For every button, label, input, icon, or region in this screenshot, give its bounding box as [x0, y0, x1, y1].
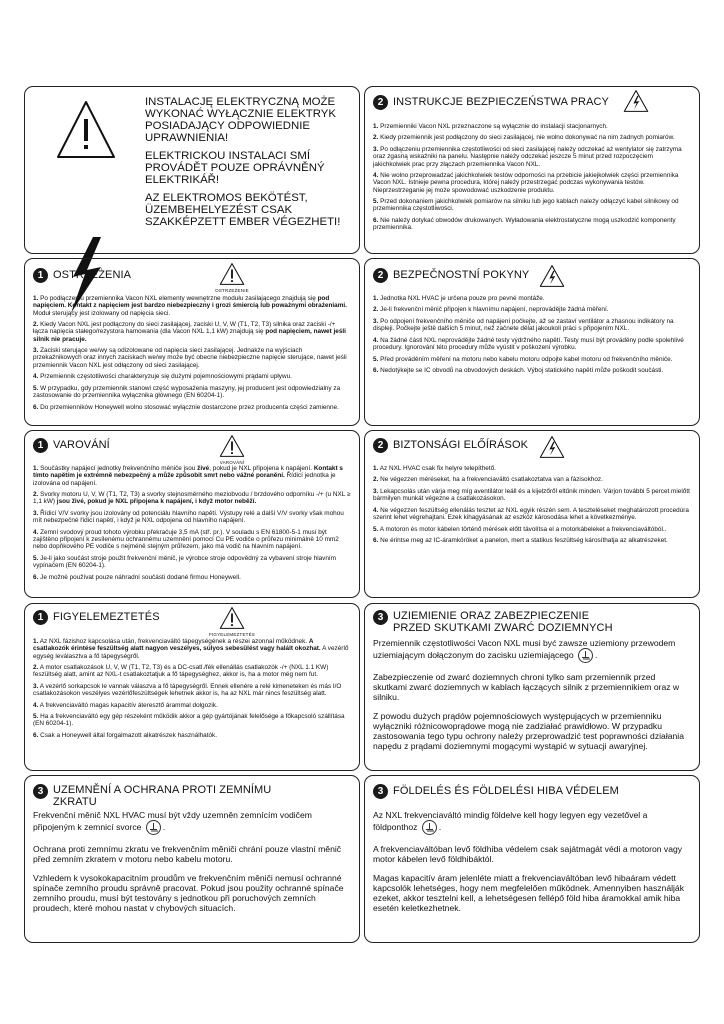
list-item: 4. Przemiennik częstotliwości charakteryzuje się dużymi pojemnościowymi prądami upływu.: [33, 373, 292, 381]
section-number: 2: [373, 438, 388, 453]
list-item: 6. Csak a Honeywell által forgalmazott alkatrészek használhatók.: [33, 731, 218, 739]
list-item: 5. Před prováděním měření na motoru nebo kabelu motoru odpojte kabel motoru od frekvenčního měniče.: [373, 355, 673, 363]
list-item: 2. Je-li frekvenční měnič připojen k hlavnímu napájení, neprovádějte žádná měření.: [373, 306, 609, 314]
section-title: VAROVÁNÍ: [53, 439, 110, 451]
exclamation-warning-icon: [219, 434, 245, 458]
list-item: 5. A motoron és motor kábelen történő mérések előtt távolítsa el a motorkábeleket a frekvenciaváltóból..: [373, 525, 667, 533]
paragraph: Przemiennik częstotliwości Vacon NXL musi być zawsze uziemiony przewodem uziemiającym dołączonym do zacisku uziemiającego .: [373, 638, 691, 663]
uzemneni-panel: [24, 775, 360, 943]
list-item: 1. Po podłączeniu przemiennika Vacon NXL elementy wewnętrzne modułu zasilającego znajdują się pod napięciem. Kontakt z napięciem jest bardzo niebezpieczny i grozi śmiercią lub poważnymi obrażeniami. Moduł sterujący jest izolowany od napięcia sieci.: [33, 295, 347, 317]
exclamation-warning-icon: [55, 99, 117, 161]
icon-caption: OSTRZEŻENIE: [215, 288, 249, 293]
icon-caption: VAROVÁNÍ: [219, 460, 245, 465]
list-item: 4. Ne végezzen feszültség ellenálás tesztet az NXL egyik részén sem. A teszteléseket meghatározott procedúra szerint lehet végrehajtani. Ezek kihagyásának az eszköz károsodása lehet a következménye.: [373, 506, 689, 522]
foldeles-panel: [364, 775, 700, 943]
paragraph: Z powodu dużych prądów pojemnościowych występujących w przemienniku wyłączniki różnicowoprądowe mogą nie zadziałać prawidłowo. W przypadku zastosowania tego typu ochrony należy przeprowadzić test poprawności działania napędu z prądami doziemnymi mogącymi wystąpić w sytuacji awaryjnej.: [373, 711, 684, 751]
section-body: [33, 810, 351, 913]
warning-list: [33, 638, 351, 739]
section-title: BEZPEČNOSTNÍ POKYNY: [393, 269, 530, 281]
section-number: 2: [373, 95, 388, 110]
section-number: 3: [373, 610, 388, 625]
exclamation-warning-icon: [219, 262, 245, 286]
section-title: INSTRUKCJE BEZPIECZEŃSTWA PRACY: [393, 96, 609, 108]
icon-caption: FIGYELEMEZTETÉS: [209, 632, 256, 637]
list-item: 1. Az NXL HVAC csak fix helyre telepíthető.: [373, 465, 496, 472]
warning-list: [33, 465, 351, 581]
list-item: 4. Nie wolno przeprowadzać jakichkolwiek testów odporności na przebicie jakiejkolwiek części przemiennika Vacon NXL. Istnieje pewna procedura, której należy przestrzegać podczas wykonywania testów. Nieprzestrzeganie jej może spowodować uszkodzenie produktu.: [373, 172, 679, 194]
list-item: 5. Ha a frekvenciaváltó egy gép részeként működik akkor a gép gyártójának felelősége a főkapcsoló szállítása (EN 60204-1).: [33, 713, 345, 728]
paragraph: Magas kapacitív áram jelenléte miatt a frekvenciaváltóban levő hibaáram védett kapcsolók lehetséges, hogy nem megfelelően működnek. Amennyiben használják ezeket, akkor tesztelni kell, a lehetségesen fellépő föld hiba áramokkal amik hiba esetén keletkezhetnek.: [373, 873, 684, 913]
warning-line-pl: INSTALACJĘ ELEKTRYCZNĄ MOŻE WYKONAĆ WYŁĄCZNIE ELEKTRYK POSIADAJĄCY ODPOWIEDNIE UPRAWNIENIA!: [145, 96, 336, 144]
list-item: 6. Do przemienników Honeywell wolno stosować wyłącznie dostarczone przez producenta części zamienne.: [33, 403, 339, 411]
paragraph: A frekvenciaváltóban levő földhiba védelem csak sajátmagát védi a motoron vagy motor kábelen levő földhibáktól.: [373, 844, 683, 864]
exclamation-warning-icon: [219, 606, 245, 630]
section-number: 3: [33, 784, 48, 799]
paragraph: Az NXL frekvenciaváltó mindig földelve kell hogy legyen egy vezetővel a földponthoz .: [373, 810, 691, 835]
list-item: 3. Lekapcsolás után várja meg míg aventilátor leáll és a kijelzőről eltűnik minden. Várjon további 5 percet mielőtt bármilyen munkát végezne a csatlakozásokon.: [373, 487, 690, 503]
list-item: 2. Kiedy przemiennik jest podłączony do sieci zasilającej, nie wolno dokonywać na nim żadnych pomiarów.: [373, 134, 675, 142]
list-item: 3. A vezérlő sorkapcsok le vannak válaszva a fő tápegységről. Ennek ellenére a relé kimeneteken és más I/O csatlakozásokon veszélyes vezérlőfeszültségek lehetnek akkor is, ha az NXL már nincs feszültség alatt.: [33, 682, 342, 698]
top-warning-text: [145, 96, 365, 234]
list-item: 2. A motor csatlakozások U, V, W (T1, T2, T3) és a DC-csatl./fék ellenállás csatlakozók -/+ (NXL 1.1 KW) feszültség alatt, amint az NXL-t csatlakoztatjuk a fő tápegységhez, akkor is, ha a motor még nem fut.: [33, 664, 329, 679]
ground-symbol-icon: [146, 820, 161, 835]
list-item: 1. Przemienniki Vacon NXL przeznaczone są wyłącznie do instalacji stacjonarnych.: [373, 123, 608, 130]
list-item: 3. Po odłączeniu przemiennika częstotliwości od sieci zasilającej należy odczekać aż wentylator się zatrzyma oraz zgasną wskaźniki na panelu. Następnie należy odczekać jeszcze 5 minut przed rozpoczęciem jakichkolwiek prac przy złączach przemiennika Vacon NXL.: [373, 145, 682, 168]
list-item: 4. Na žádné části NXL neprovádějte žádné testy výdržného napětí. Testy musí být prováděny podle spolehlivé procedury. Ignorování této procedury může vyústit v poškození výrobku.: [373, 336, 684, 352]
lightning-warning-icon: [539, 435, 565, 459]
list-item: 3. Řídicí V/V svorky jsou izolovány od potenciálu hlavního napětí. Výstupy relé a další V/V svorky však mohou mít nebezpečné řídicí napětí, i když je NXL odpojena od hlavního napájení.: [33, 509, 344, 525]
biztonsagi-panel: [364, 430, 700, 598]
section-number: 2: [373, 268, 388, 283]
list-item: 1. Součástky napájecí jednotky frekvenčního měniče jsou živé, pokud je NXL připojena k napájení. Kontakt s tímto napětím je extrémně nebezpečný a může způsobit smrt nebo vážné poranění. Řídicí jednotka je izolována od napájení.: [33, 465, 343, 487]
warning-list: [33, 295, 351, 411]
list-item: 3. Po odpojení frekvenčního měniče od napájení počkejte, až se zastaví ventilátor a zhasnou indikátory na displeji. Počkejte ještě dalších 5 minut, než začnete dělat jakoukoli práci s připojením NXL.: [373, 317, 674, 333]
list-item: 2. Kiedy Vacon NXL jest podłączony do sieci zasilającej, zaciski U, V, W (T1, T2, T3) silnika oraz zaciski -/+ łącza napięcia stałego/rezystora hamowania (dla Vacon NXL 1,1 kW) znajdują się pod napięciem, nawet jeśli silnik nie pracuje.: [33, 321, 346, 343]
list-item: 6. Ne érintse meg az IC-áramköröket a panelon, mert a statikus feszültség károsíthatja az alkatrészeket.: [373, 537, 668, 545]
section-title: OSTRZEŻENIA: [53, 269, 132, 281]
section-body: [373, 638, 691, 751]
instruction-list: [373, 123, 691, 232]
warning-line-hu: AZ ELEKTROMOS BEKÖTÉST, ÜZEMBEHELYEZÉST CSAK SZAKKÉPZETT EMBER VÉGEZHETI!: [145, 192, 341, 228]
instruction-list: [373, 295, 691, 374]
pokyny-panel: [364, 258, 700, 426]
paragraph: Ochrana proti zemnímu zkratu ve frekvenčním měniči chrání pouze vlastní měnič před zemním zkratem v motoru nebo kabelu motoru.: [33, 844, 342, 864]
section-title: BIZTONSÁGI ELŐÍRÁSOK: [393, 439, 529, 451]
ostrzezenia-panel: [24, 258, 360, 426]
lightning-warning-icon: [623, 89, 649, 113]
list-item: 4. Zemní svodový proud tohoto výrobku překračuje 3,5 mA (stř. pr.). V souladu s EN 61800-5-1 musí být zajištěno připojení k zesílenému ochrannému uzemnění pomocí Cu PE vodiče o průřezu minimálně 10 mm2 nebo dopňkového PE vodiče s nejméně stejným průřezem, jako má vodič na hlavním napájení.: [33, 528, 339, 551]
list-item: 5. Przed dokonaniem jakichkolwiek pomiarów na silniku lub jego kablach należy odłączyć kabel silnikowy od przemiennika częstotliwości.: [373, 198, 679, 213]
varovani-panel: [24, 430, 360, 598]
ground-symbol-icon: [578, 648, 593, 663]
section-title: FIGYELEMEZTETÉS: [53, 611, 160, 623]
list-item: 1. Jednotka NXL HVAC je určena pouze pro pevné montáže.: [373, 295, 545, 302]
figyelem-panel: [24, 603, 360, 771]
list-item: 6. Nie należy dotykać obwodów drukowanych. Wyładowania elektrostatyczne mogą uszkodzić komponenty przemiennika.: [373, 216, 676, 232]
list-item: 6. Nedotýkejte se IC obvodů na obvodových deskách. Výboj statického napětí může poškodit součásti.: [373, 367, 664, 375]
section-number: 1: [33, 438, 48, 453]
list-item: 2. Svorky motoru U, V, W (T1, T2, T3) a svorky stejnosměrného meziobvodu / brzdového odporníku -/+ (u NXL ≥ 1,1 kW) jsou živé, pokud je NXL připojena k napájení, i když motor neběží.: [33, 491, 351, 506]
list-item: 6. Je možné používat pouze náhradní součásti dodané firmou Honeywell.: [33, 573, 241, 581]
paragraph: Vzhledem k vysokokapacitním proudům ve frekvenčním měniči nemusí ochranné spínače zemního proudu správně pracovat. Pokud jsou použity ochranné spínače zemního proudu, musí být testovány s jednotkou při poruchových zemních proudech, které mohou nastat v chybových situacích.: [33, 873, 344, 913]
lightning-warning-icon: [539, 264, 565, 288]
section-title: UZIEMIENIE ORAZ ZABEZPIECZENIE PRZED SKUTKAMI ZWARĆ DOZIEMNYCH: [393, 610, 613, 634]
list-item: 1. Az NXL fázishoz kapcsolása után, frekvenciaváltó tápegységének a részei azonnal működnek. A csatlakozók érintése feszültség alatt nagyon veszélyes, súlyos sebesülést vagy halált okozhat. A vezérlő egység leválasztva a fő tápegységről.: [33, 638, 349, 660]
section-number: 1: [33, 610, 48, 625]
section-number: 3: [373, 784, 388, 799]
list-item: 5. W przypadku, gdy przemiennik stanowi część wyposażenia maszyny, jej producent jest odpowiedzialny za zastosowanie do przemiennika wyłącznika głównego (EN 60204-1).: [33, 384, 341, 400]
warning-line-cz: ELEKTRICKOU INSTALACI SMÍ PROVÁDĚT POUZE OPRÁVNĚNÝ ELEKTRIKÁŘ!: [145, 150, 325, 186]
uziemienie-panel: [364, 603, 700, 771]
list-item: 5. Je-li jako součást stroje použit frekvenční měnič, je výrobce stroje odpovědný za vybavení stroje hlavním vypínačem (EN 60204-1).: [33, 554, 337, 570]
section-title: FÖLDELÉS ÉS FÖLDELÉSI HIBA VÉDELEM: [393, 785, 619, 797]
list-item: 3. Zaciski sterujące we/wy są odizolowane od napięcia sieci zasilającej. Jednakże na wyjściach przekaźnikowych oraz innych zaciskach we/wy może być obecne niebezpieczne napięcie sterujące, nawet jeśli przemiennik Vacon NXL jest odłączony od sieci zasilającej.: [33, 347, 347, 369]
section-body: [373, 810, 691, 913]
top-warning-panel: [24, 86, 360, 254]
paragraph: Frekvenční měnič NXL HVAC musí být vždy uzemněn zemnícím vodičem připojeným k zemnicí svorce .: [33, 810, 351, 835]
instruction-list: [373, 465, 691, 544]
section-number: 1: [33, 268, 48, 283]
list-item: 4. A frekvenciaváltó magas kapacitív áteresztő árammal dolgozik.: [33, 701, 218, 709]
section-title: UZEMNĚNÍ A OCHRANA PROTI ZEMNÍMU ZKRATU: [53, 784, 272, 808]
ground-symbol-icon: [422, 820, 437, 835]
paragraph: Zabezpieczenie od zwarć doziemnych chroni tylko sam przemiennik przed skutkami zwarć doziemnych w kablach łączących silnik z przemiennikiem oraz w silniku.: [373, 672, 680, 702]
list-item: 2. Ne végezzen méréseket, ha a frekvenciaváltó csatlakoztatva van a fázisokhoz.: [373, 476, 603, 484]
instrukcje-panel: [364, 86, 700, 254]
